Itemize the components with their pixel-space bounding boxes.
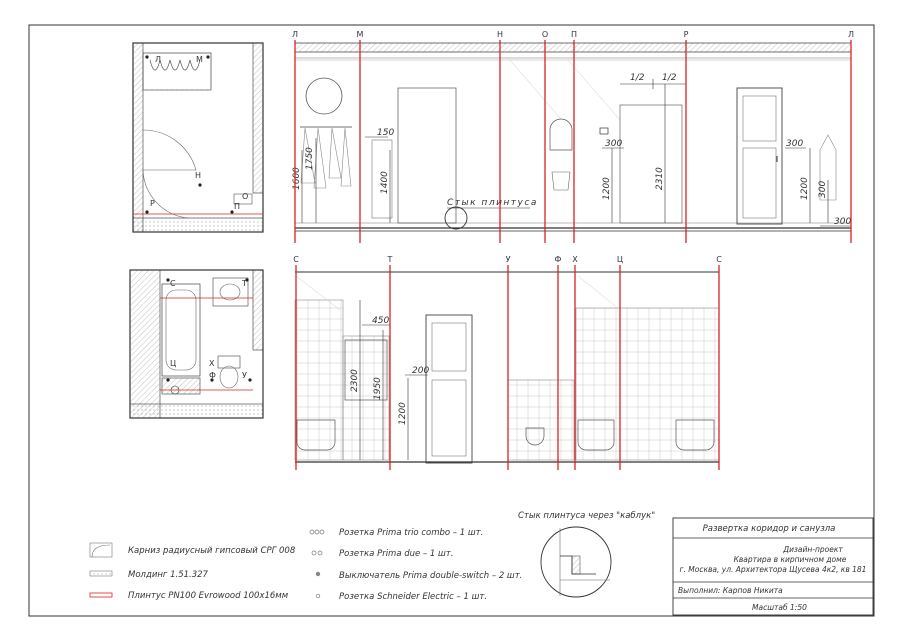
plan-corridor [133, 43, 263, 232]
project-name: Квартира в кирпичном доме [733, 555, 847, 564]
dim-300-d: 300 [834, 217, 852, 227]
bottom-axis-label-0: С [293, 255, 299, 264]
plan2-label-kh: Х [209, 359, 215, 368]
detail-title: Стык плинтуса через "каблук" [518, 511, 656, 521]
title-block [673, 518, 873, 615]
legend-baseboard: Плинтус PN100 Evrowood 100х16мм [128, 591, 289, 601]
legend-left [90, 543, 296, 601]
plan1-label-n: Н [195, 171, 202, 180]
dim-1200-a: 1200 [602, 177, 612, 200]
elevation-bathroom [295, 272, 719, 463]
dim-half-b: 1/2 [662, 73, 677, 83]
author: Выполнил: Карпов Никита [678, 586, 783, 595]
dim-450: 450 [372, 316, 390, 326]
plan2-label-ts: Ц [170, 359, 177, 368]
bottom-axis-label-2: У [505, 255, 511, 264]
top-axis-label-0: Л [291, 30, 299, 39]
dim-1200-b: 1200 [800, 177, 810, 200]
plan2-label-f: Ф [209, 371, 216, 380]
top-axis-label-5: Р [683, 30, 689, 39]
dim-300-a: 300 [605, 139, 623, 149]
plan2-label-t: Т [242, 279, 247, 288]
dim-150: 150 [377, 128, 395, 138]
dim-300-b: 300 [786, 139, 804, 149]
legend-outlet-schneider: Розетка Schneider Electric – 1 шт. [339, 592, 488, 602]
dim-half-a: 1/2 [630, 73, 645, 83]
dim-300-c: 300 [818, 180, 828, 198]
dim-1200-c: 1200 [398, 402, 408, 425]
bottom-axis-label-1: Т [387, 255, 393, 264]
bottom-axis-label-6: С [716, 255, 722, 264]
bottom-axis-label-3: Ф [554, 255, 562, 264]
dim-200: 200 [412, 366, 430, 376]
plan-bathroom [130, 270, 263, 418]
baseboard-detail [518, 511, 655, 597]
plan2-label-s: С [170, 279, 176, 288]
baseboard-joint-note: Стык плинтуса [447, 198, 538, 208]
plan2-label-u: У [242, 371, 247, 380]
dim-1750: 1750 [305, 147, 315, 170]
project-type: Дизайн-проект [783, 545, 843, 554]
dim-1600: 1600 [292, 167, 302, 190]
elevation-corridor [292, 43, 851, 231]
plan1-label-l: Л [155, 55, 162, 64]
top-axis-label-3: О [541, 30, 549, 39]
top-axis-label-2: Н [496, 30, 504, 39]
dim-1950: 1950 [373, 377, 383, 400]
scale: Масштаб 1:50 [752, 603, 807, 612]
top-axis-label-4: П [570, 30, 578, 39]
plan1-label-r: Р [150, 199, 155, 208]
dim-1400: 1400 [380, 171, 390, 194]
top-axis-label-6: Л [847, 30, 855, 39]
plan1-label-p: П [234, 202, 241, 211]
sheet-title: Развертка коридор и санузла [702, 524, 836, 534]
bottom-axis-label-5: Ц [616, 255, 624, 264]
legend-switch: Выключатель Prima double-switch – 2 шт. [339, 571, 523, 581]
legend-cornice: Карниз радиусный гипсовый СРГ 008 [128, 546, 296, 556]
bottom-axis-label-4: Х [572, 255, 578, 264]
legend-molding: Молдинг 1.51.327 [128, 570, 208, 580]
legend-outlets [310, 528, 522, 602]
plan1-label-o: О [242, 192, 249, 201]
project-address: г. Москва, ул. Архитектора Щусева 4к2, кв 181 [679, 565, 867, 574]
legend-outlet-trio: Розетка Prima trio combo – 1 шт. [339, 528, 484, 538]
dim-2310: 2310 [655, 167, 665, 190]
top-axis-label-1: М [356, 30, 364, 39]
plan1-label-m: М [196, 55, 203, 64]
legend-outlet-due: Розетка Prima due – 1 шт. [339, 549, 454, 559]
dim-2300: 2300 [350, 369, 360, 392]
